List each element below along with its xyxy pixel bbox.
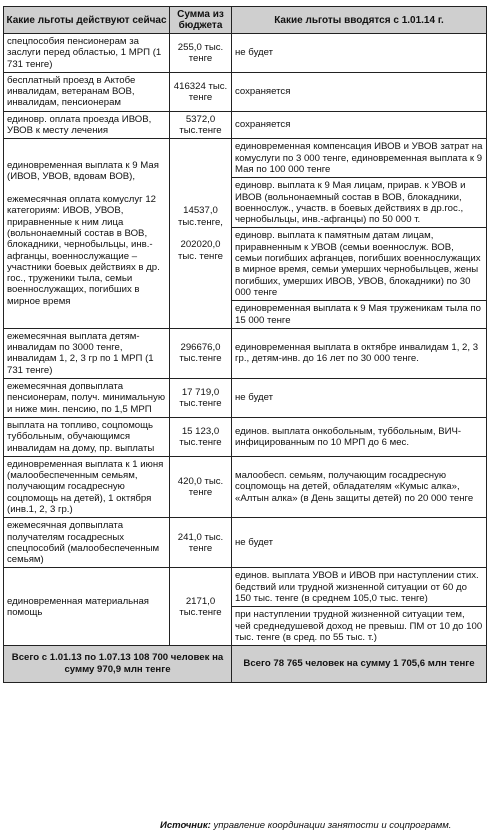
budget-amount-cell: 241,0 тыс. тенге xyxy=(170,518,232,568)
new-benefit-item: единовременная компенсация ИВОВ и УВОВ затрат на комуслуги по 3 000 тенге, единовременная выплата к 9 Мая по 100 000 тенге xyxy=(232,139,486,178)
new-benefit-item: единов. выплата УВОВ и ИВОВ при наступлении стих. бедствий или трудной жизненной ситуации от 60 до 150 тыс. тенге (в среднем 105,0 тыс. тенге) xyxy=(232,568,486,607)
current-benefit-cell: единовременная выплата к 1 июня (малообеспеченным семьям, получающим госадресную соцпомощь на детей), 1 октября (инв.1, 2, 3 гр.) xyxy=(4,456,170,517)
new-benefit-cell xyxy=(232,568,487,646)
new-benefit-item: единовр. выплата к 9 Мая лицам, прирав. к УВОВ и ИВОВ (вольнонаемный состав в ВОВ, блокадники, военнослуж., участв. в боевых действиях в др.гос., чернобыльцы, инв.-афганцы) по 50 000 т. xyxy=(232,178,486,228)
header-current-benefits: Какие льготы действуют сейчас xyxy=(4,7,170,34)
current-benefit-cell: единовременная материальная помощь xyxy=(4,568,170,646)
header-new-benefits: Какие льготы вводятся с 1.01.14 г. xyxy=(232,7,487,34)
current-benefit-cell: единовременная выплата к 9 Мая (ИВОВ, УВОВ, вдовам ВОВ), ежемесячная оплата комуслуг 12 категориям: ИВОВ, УВОВ, приравненные к ним лица (вольнонаемный состав в ВОВ, блокадники, чернобыльцы, инв.-афганцы, военнослужащие – участники боевых действиях в др. гос., труженики тыла, семьи военнослужащих, погибших в мирное время xyxy=(4,139,170,328)
total-new: Всего 78 765 человек на сумму 1 705,6 млн тенге xyxy=(232,646,487,683)
budget-amount-cell: 15 123,0 тыс.тенге xyxy=(170,417,232,456)
table-row xyxy=(4,72,487,111)
current-benefit-cell: ежемесячная допвыплата получателям госадресных спецпособий (малообеспеченным семьям) xyxy=(4,518,170,568)
source-label: Источник: xyxy=(160,820,211,831)
new-benefit-item: при наступлении трудной жизненной ситуации тем, чей среднедушевой доход не превыш. ПМ от 10 до 100 тыс. тенге (в сред. по 55 тыс. т.) xyxy=(235,609,483,643)
budget-amount-cell: 420,0 тыс. тенге xyxy=(170,456,232,517)
header-row xyxy=(4,7,487,34)
budget-amount-cell: 416324 тыс. тенге xyxy=(170,72,232,111)
table-row xyxy=(4,328,487,378)
table-body xyxy=(4,34,487,646)
table-row xyxy=(4,568,487,646)
current-benefit-cell: спецпособия пенсионерам за заслуги перед областью, 1 МРП (1 731 тенге) xyxy=(4,34,170,73)
new-benefit-cell: сохраняется xyxy=(232,72,487,111)
current-benefit-cell: ежемесячная выплата детям-инвалидам по 3000 тенге, инвалидам 1, 2, 3 гр по 1 МРП (1 731 тенге) xyxy=(4,328,170,378)
budget-amount-cell: 296676,0 тыс.тенге xyxy=(170,328,232,378)
table-row xyxy=(4,34,487,73)
totals-row xyxy=(4,646,487,683)
table-row xyxy=(4,379,487,418)
current-benefit-cell: ежемесячная допвыплата пенсионерам, получ. минимальную и ниже мин. пенсию, по 1,5 МРП xyxy=(4,379,170,418)
table-row xyxy=(4,518,487,568)
table-row xyxy=(4,456,487,517)
budget-amount-cell: 5372,0 тыс.тенге xyxy=(170,111,232,139)
table-row xyxy=(4,111,487,139)
budget-amount-cell: 255,0 тыс. тенге xyxy=(170,34,232,73)
source-note xyxy=(160,820,486,831)
new-benefit-item: единовременная выплата к 9 Мая труженикам тыла по 15 000 тенге xyxy=(235,303,481,326)
table-row xyxy=(4,139,487,328)
current-benefit-cell: бесплатный проезд в Актобе инвалидам, ветеранам ВОВ, инвалидам, пенсионерам xyxy=(4,72,170,111)
source-text: управление координации занятости и соцпрограмм. xyxy=(213,820,452,831)
current-benefit-cell: выплата на топливо, соцпомощь туббольным, обучающимся инвалидам на дому, пр. выплаты xyxy=(4,417,170,456)
benefits-table xyxy=(3,6,487,683)
new-benefit-cell: малообесп. семьям, получающим госадресную соцпомощь на детей, обладателям «Кумыс алка», «Алтын алка» (в День защиты детей) по 20 000 тенге xyxy=(232,456,487,517)
new-benefit-cell xyxy=(232,139,487,328)
budget-amount-cell: 14537,0 тыс.тенге, 202020,0 тыс. тенге xyxy=(170,139,232,328)
budget-amount-cell: 2171,0 тыс.тенге xyxy=(170,568,232,646)
total-current: Всего с 1.01.13 по 1.07.13 108 700 человек на сумму 970,9 млн тенге xyxy=(4,646,232,683)
new-benefit-cell: не будет xyxy=(232,34,487,73)
new-benefit-cell: единовременная выплата в октябре инвалидам 1, 2, 3 гр., детям-инв. до 16 лет по 30 000 тенге. xyxy=(232,328,487,378)
new-benefit-cell: сохраняется xyxy=(232,111,487,139)
table-row xyxy=(4,417,487,456)
budget-amount-cell: 17 719,0 тыс.тенге xyxy=(170,379,232,418)
new-benefit-item: единовр. выплата к памятным датам лицам, приравненным к УВОВ (семьи военнослуж. ВОВ, семьи погибших афганцев, погибших военнослужащих в мирное время, семьи умерших чернобыльцев, жены погибших, умерших ИВОВ, УВОВ, блокадники) по 30 000 тенге xyxy=(232,228,486,301)
new-benefit-cell: не будет xyxy=(232,518,487,568)
new-benefit-cell: единов. выплата онкобольным, туббольным, ВИЧ-инфицированным по 10 МРП до 6 мес. xyxy=(232,417,487,456)
current-benefit-cell: единовр. оплата проезда ИВОВ, УВОВ к месту лечения xyxy=(4,111,170,139)
new-benefit-cell: не будет xyxy=(232,379,487,418)
header-budget-amount: Сумма из бюджета xyxy=(170,7,232,34)
